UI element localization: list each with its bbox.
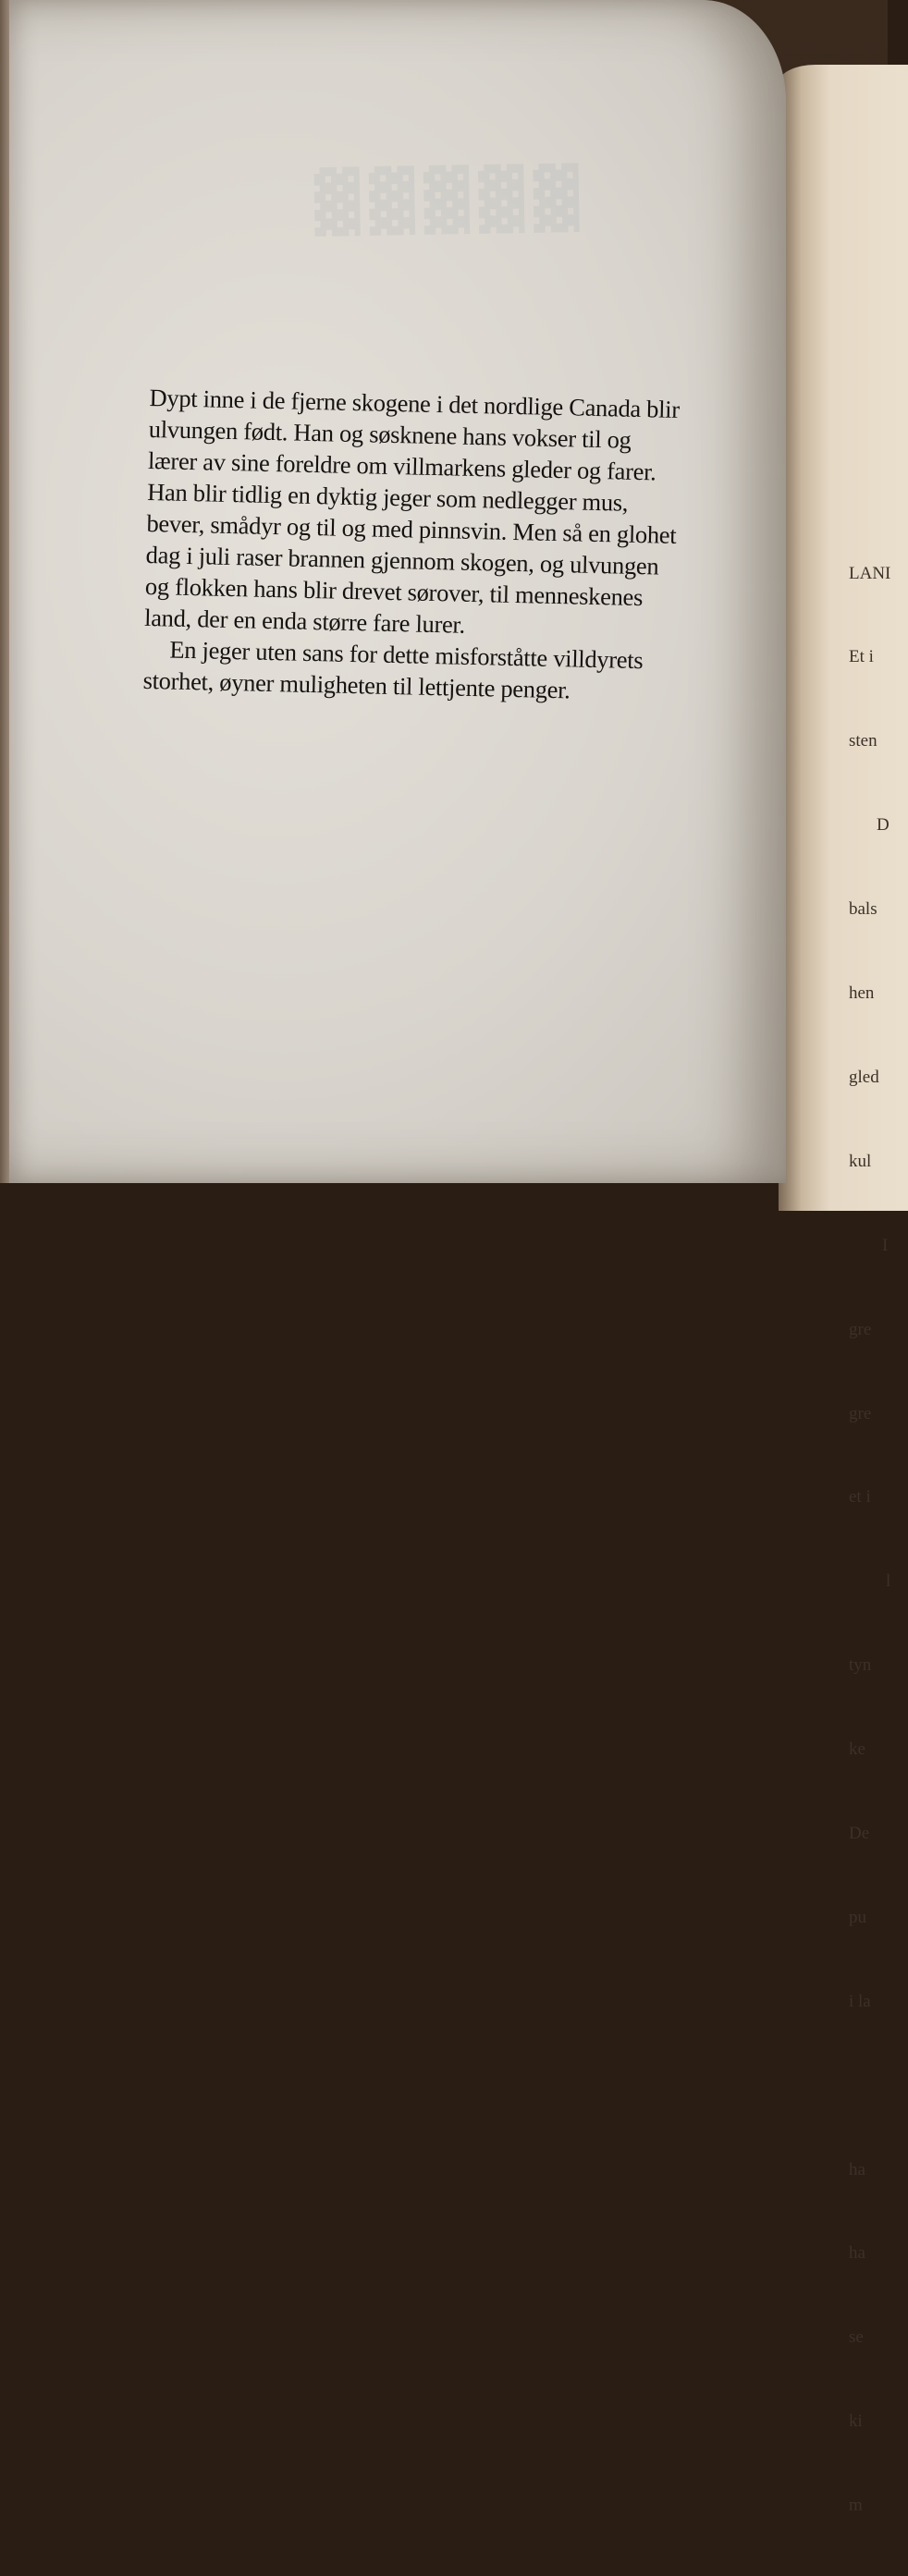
text-line: bever, smådyr og til og med pinnsvin. Men så en glohet	[146, 508, 677, 549]
facing-page-line: tyn	[849, 1655, 872, 1676]
facing-page-line: sten	[849, 731, 877, 751]
show-through-title: ▓▓▓▓▓	[313, 164, 589, 238]
text-line: dag i juli raser brannen gjennom skogen, og ulvungen	[145, 540, 659, 580]
facing-page-line: gre	[849, 1403, 872, 1423]
facing-page-line: D	[877, 815, 890, 836]
facing-page-line: pu	[849, 1907, 866, 1927]
text-line: storhet, øyner muligheten til lettjente penger.	[142, 665, 571, 704]
facing-page-line: i la	[849, 1991, 871, 2011]
facing-page-line: De	[849, 1823, 870, 1843]
text-line: ulvungen født. Han og søsknene hans vokser til og	[148, 414, 632, 454]
text-line: Dypt inne i de fjerne skogene i det nordlige Canada blir	[149, 383, 681, 424]
facing-page-line: ke	[849, 1740, 865, 1760]
paragraph-1	[144, 382, 760, 647]
facing-page-line: Et i	[849, 647, 874, 667]
facing-page-line: gre	[849, 1319, 872, 1339]
facing-page-line: l	[886, 1571, 891, 1592]
facing-page-line: se	[849, 2327, 864, 2348]
text-line: Han blir tidlig en dyktig jeger som nedlegger mus,	[146, 477, 629, 517]
facing-page-line: gled	[849, 1067, 879, 1087]
facing-page-line: hen	[849, 983, 875, 1004]
facing-page-line: bals	[849, 899, 877, 920]
text-line: land, der en enda større fare lurer.	[143, 603, 466, 639]
facing-page-line: kul	[849, 1151, 872, 1171]
facing-page-line	[849, 2072, 904, 2100]
facing-page-line: et i	[849, 1487, 871, 1508]
facing-page-line: ha	[849, 2159, 865, 2179]
facing-page-line: I	[882, 1235, 889, 1255]
text-line: lærer av sine foreldre om villmarkens gleder og farer.	[147, 446, 656, 486]
facing-page-line: ki	[849, 2411, 863, 2432]
text-line: og flokken hans blir drevet sørover, til menneskenes	[144, 571, 644, 612]
facing-page-line: m	[849, 2496, 863, 2516]
facing-page-text	[849, 504, 904, 2576]
facing-page-line: LANI	[849, 563, 891, 583]
facing-page-line: ha	[849, 2243, 865, 2264]
text-line: En jeger uten sans for dette misforståtte villdyrets	[169, 635, 644, 675]
blurb-text	[142, 382, 760, 710]
